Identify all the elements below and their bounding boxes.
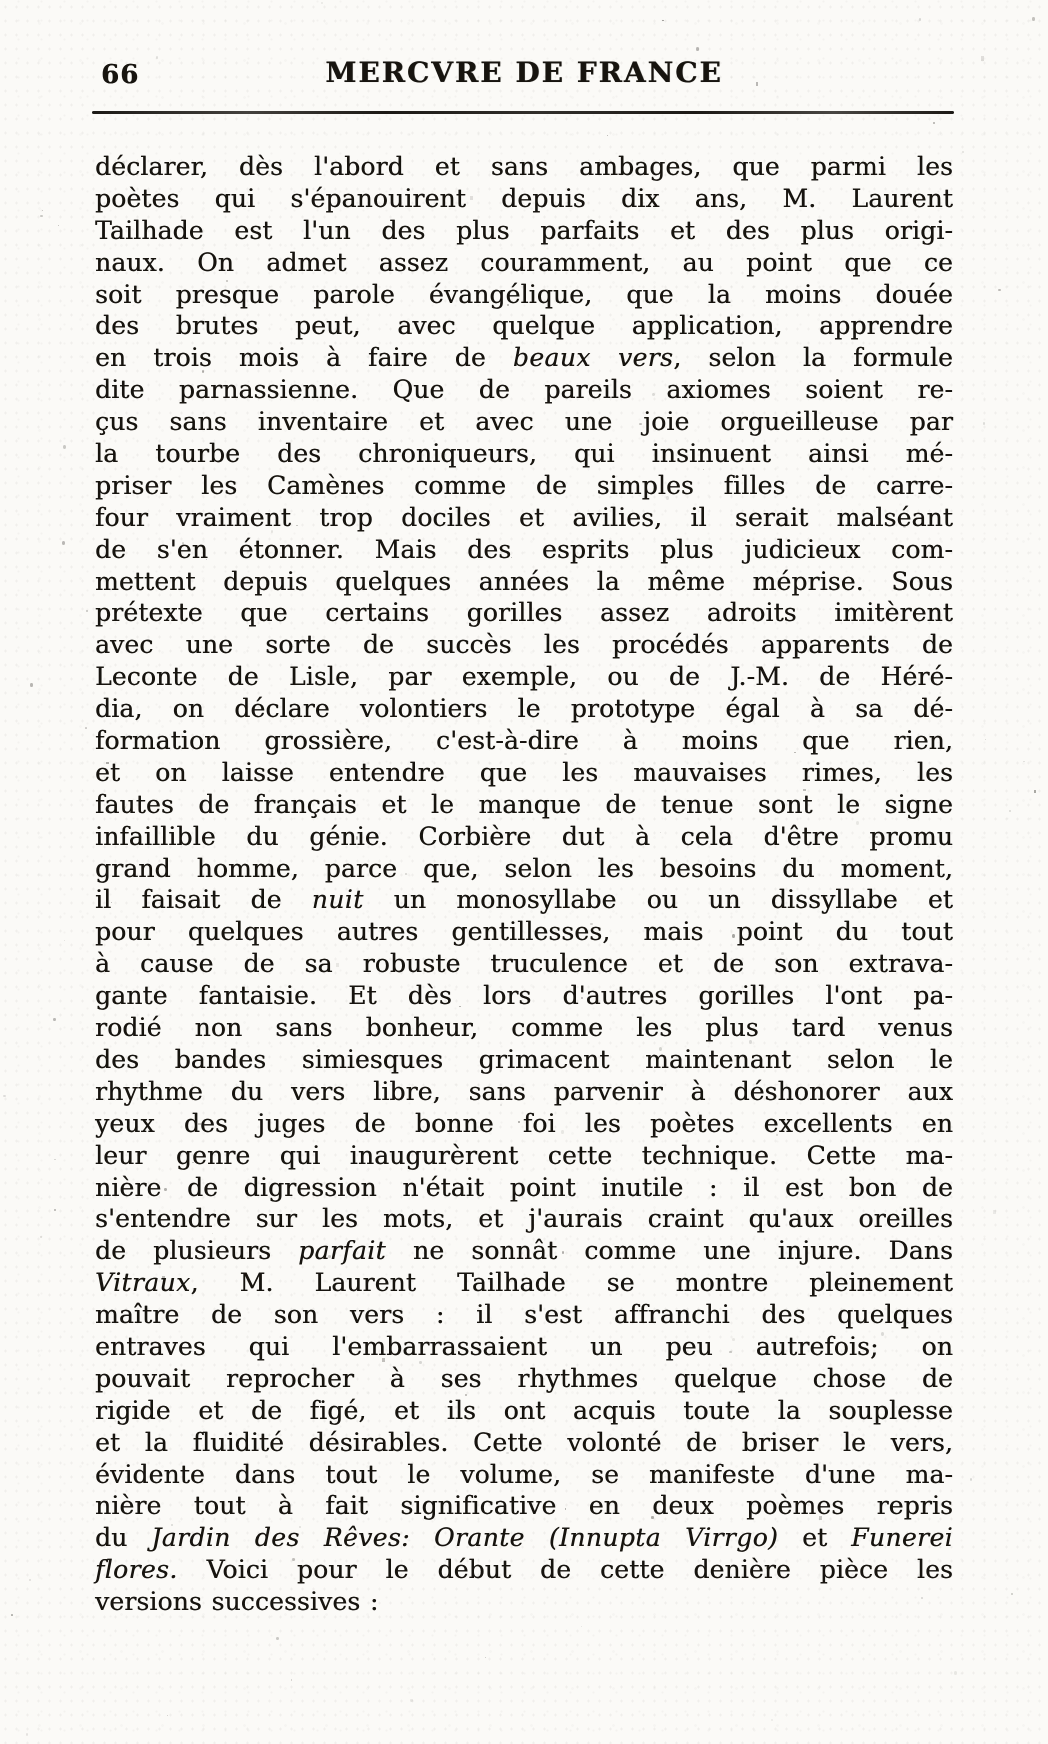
scan-speckle [58,225,59,226]
text-line [95,1140,953,1172]
scan-speckle [53,1018,56,1021]
scan-speckle [42,210,43,211]
text-line [95,215,953,247]
text-line [95,1586,953,1618]
text-line [95,406,953,438]
scan-speckle [62,541,65,545]
scan-speckle [662,20,664,21]
text-line [95,980,953,1012]
text-segment: des bandes simiesques grimacent maintenant selon le [95,1044,953,1074]
text-line [95,1363,953,1395]
text-line [95,502,953,534]
text-segment: çus sans inventaire et avec une joie orgueilleuse par [95,407,953,437]
scan-speckle [26,1733,28,1736]
scan-speckle [291,1679,292,1681]
page-number: 66 [101,60,140,90]
text-segment: de s'en étonner. Mais des esprits plus judicieux com- [95,534,953,564]
text-line [95,1554,953,1586]
text-line [95,757,953,789]
text-line [95,1108,953,1140]
text-segment: fautes de français et le manque de tenue sont le signe [95,789,953,819]
scan-speckle [581,1626,582,1627]
scan-speckle [40,215,43,217]
text-line [95,1267,953,1299]
text-segment: dia, on déclare volontiers le prototype égal à sa dé- [95,694,953,724]
text-line [95,1427,953,1459]
scan-speckle [1032,17,1035,21]
page-header [95,54,953,98]
text-segment: rhythme du vers libre, sans parvenir à déshonorer aux [95,1076,953,1106]
text-segment: poètes qui s'épanouirent depuis dix ans, M. Laurent [95,183,953,213]
text-segment: nière tout à fait significative en deux poèmes repris [95,1491,953,1521]
text-segment: du [95,1523,152,1553]
scan-speckle [919,18,921,21]
text-segment: leur genre qui inaugurèrent cette technique. Cette ma- [95,1140,953,1170]
text-segment: il faisait de [95,885,312,915]
text-segment: naux. On admet assez couramment, au point que ce [95,247,953,277]
text-segment: prétexte que certains gorilles assez adroits imitèrent [95,598,953,628]
text-segment: un monosyllabe ou un dissyllabe et [363,885,953,915]
text-segment: à cause de sa robuste truculence et de son extrava- [95,949,953,979]
italic-text-segment: flores. [95,1555,178,1585]
text-line [95,470,953,502]
text-line [95,1331,953,1363]
text-line [95,853,953,885]
text-segment: des brutes peut, avec quelque application, apprendre [95,311,953,341]
text-segment: infaillible du génie. Corbière dut à cela d'être promu [95,821,953,851]
scan-speckle [276,1637,279,1640]
text-line [95,374,953,406]
text-segment: four vraiment trop dociles et avilies, il serait malséant [95,502,953,532]
scan-speckle [85,727,87,729]
text-segment: la tourbe des chroniqueurs, qui insinuent ainsi mé- [95,439,953,469]
text-segment: déclarer, dès l'abord et sans ambages, que parmi les [95,152,953,181]
scan-speckle [985,739,986,740]
italic-text-segment: Vitraux [95,1268,191,1298]
text-segment: dite parnassienne. Que de pareils axiomes soient re- [95,375,953,405]
text-line [95,1490,953,1522]
text-line [95,1299,953,1331]
scan-speckle [1009,810,1011,812]
text-segment: soit presque parole évangélique, que la moins douée [95,279,953,309]
scan-speckle [167,1715,168,1716]
italic-text-segment: Funerei [851,1523,953,1553]
scan-speckle [30,683,33,687]
text-line [95,1044,953,1076]
text-segment: et la fluidité désirables. Cette volonté de briser le vers, [95,1427,953,1457]
text-line [95,1522,953,1554]
text-segment: Leconte de Lisle, par exemple, ou de J.-M. de Héré- [95,662,953,692]
text-line [95,884,953,916]
scan-speckle [40,1236,42,1238]
scan-speckle [970,1478,972,1481]
scan-speckle [1023,761,1025,762]
scan-speckle [29,1579,31,1581]
text-segment: priser les Camènes comme de simples filles de carre- [95,470,953,500]
text-segment: yeux des juges de bonne foi les poètes excellents en [95,1108,953,1138]
text-segment: gante fantaisie. Et dès lors d'autres gorilles l'ont pa- [95,981,953,1011]
text-segment: , selon la formule [673,343,953,373]
text-line [95,629,953,661]
text-line [95,1076,953,1108]
text-line [95,183,953,215]
scan-speckle [63,445,66,449]
scan-speckle [321,2,323,4]
text-line [95,916,953,948]
scan-speckle [485,1657,486,1658]
text-line [95,1395,953,1427]
text-segment: nière de digression n'était point inutile : il est bon de [95,1172,953,1202]
scan-speckle [933,122,935,124]
scan-speckle [998,289,1001,291]
italic-text-segment: Jardin des Rêves: Orante (Innupta Virrgo) [151,1523,779,1553]
scan-speckle [1011,1593,1013,1595]
text-line [95,1203,953,1235]
scan-speckle [410,1699,413,1702]
text-line [95,789,953,821]
scan-speckle [64,940,65,941]
header-rule [92,111,954,114]
text-segment: grand homme, parce que, selon les besoins du moment, [95,853,953,883]
scan-speckle [954,1671,957,1675]
text-line [95,1235,953,1267]
text-segment: entraves qui l'embarrassaient un peu autrefois; on [95,1331,953,1361]
text-segment: versions successives : [95,1587,379,1617]
text-line [95,342,953,374]
text-segment: ne sonnât comme une injure. Dans [386,1236,953,1266]
text-line [95,948,953,980]
scan-speckle [86,610,88,612]
text-segment: rodié non sans bonheur, comme les plus tard venus [95,1013,953,1043]
text-line [95,534,953,566]
text-line [95,693,953,725]
text-segment: formation grossière, c'est-à-dire à moins que rien, [95,726,953,756]
scan-speckle [696,47,699,51]
scan-speckle [607,135,608,136]
journal-title: MERCVRE DE FRANCE [325,56,723,89]
scan-speckle [54,1159,56,1160]
text-block [95,151,953,1618]
text-line [95,247,953,279]
text-segment: Tailhade est l'un des plus parfaits et des plus origi- [95,215,953,245]
text-line [95,279,953,311]
text-segment: s'entendre sur les mots, et j'aurais craint qu'aux oreilles [95,1204,953,1234]
text-segment: et on laisse entendre que les mauvaises rimes, les [95,757,953,787]
scan-speckle [3,1095,6,1097]
italic-text-segment: parfait [298,1236,386,1266]
scan-speckle [1034,790,1036,793]
scan-speckle [983,422,985,425]
text-line [95,821,953,853]
text-segment: avec une sorte de succès les procédés apparents de [95,630,953,660]
italic-text-segment: nuit [311,885,364,915]
text-line [95,438,953,470]
text-line [95,1172,953,1204]
text-segment: Voici pour le début de cette denière pièce les [177,1555,953,1585]
scan-speckle [993,1210,996,1214]
text-segment: mettent depuis quelques années la même méprise. Sous [95,566,953,596]
text-line [95,1012,953,1044]
text-segment: pouvait reprocher à ses rhythmes quelque chose de [95,1363,953,1393]
text-line [95,310,953,342]
text-line [95,566,953,598]
scan-speckle [962,151,964,153]
scan-speckle [981,56,984,61]
text-segment: de plusieurs [95,1236,299,1266]
text-segment: maître de son vers : il s'est affranchi des quelques [95,1300,953,1330]
text-segment: pour quelques autres gentillesses, mais point du tout [95,917,953,947]
italic-text-segment: beaux vers [512,343,674,373]
scan-speckle [771,1719,773,1721]
text-line [95,597,953,629]
text-segment: et [778,1523,852,1553]
text-line [95,661,953,693]
text-segment: évidente dans tout le volume, se manifeste d'une ma- [95,1459,953,1489]
scan-speckle [54,1209,56,1211]
text-line [95,725,953,757]
text-segment: , M. Laurent Tailhade se montre pleinement [190,1268,953,1298]
text-line [95,151,953,183]
text-segment: rigide et de figé, et ils ont acquis toute la souplesse [95,1395,953,1425]
text-line [95,1459,953,1491]
scan-speckle [11,1614,13,1616]
text-segment: en trois mois à faire de [95,343,513,373]
